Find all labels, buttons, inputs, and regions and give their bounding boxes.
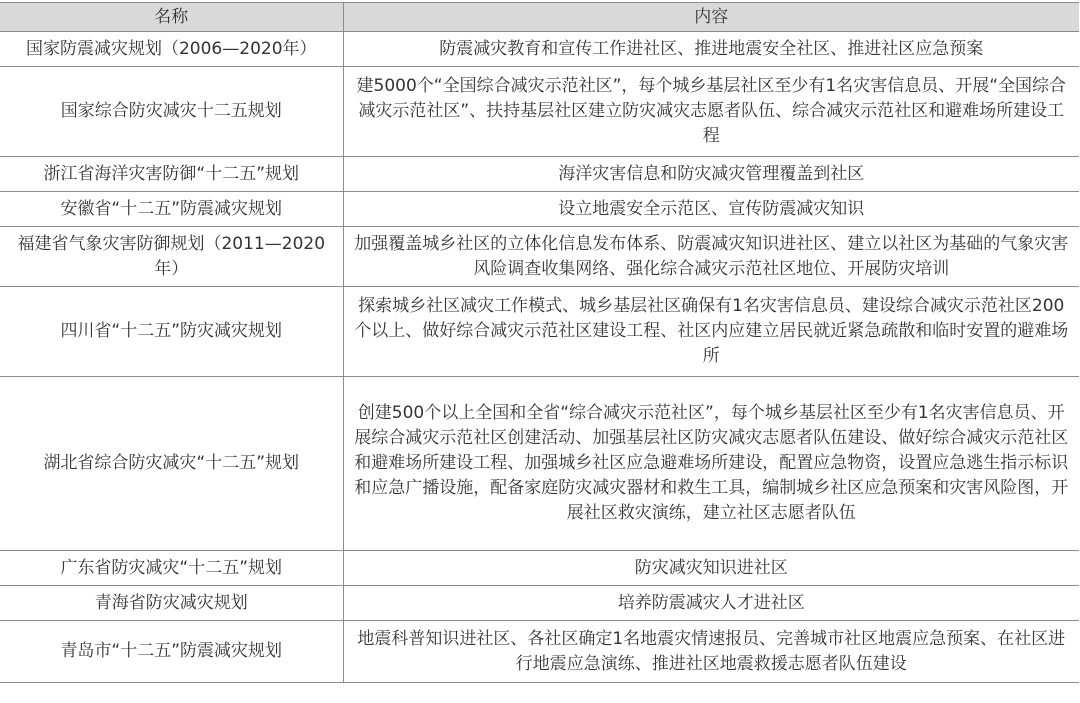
- row-name: 广东省防灾减灾“十二五”规划: [0, 551, 343, 586]
- row-content: 地震科普知识进社区、各社区确定1名地震灾情速报员、完善城市社区地震应急预案、在社区进行地震应急演练、推进社区地震救援志愿者队伍建设: [343, 621, 1079, 683]
- row-content: 加强覆盖城乡社区的立体化信息发布体系、防震减灾知识进社区、建立以社区为基础的气象灾害风险调查收集网络、强化综合减灾示范社区地位、开展防灾培训: [343, 227, 1079, 287]
- row-content: 防灾减灾知识进社区: [343, 551, 1079, 586]
- planning-table: [0, 2, 1079, 683]
- header-name: 名称: [0, 3, 343, 32]
- table-row: [0, 192, 1079, 227]
- row-name: 国家防震减灾规划（2006—2020年）: [0, 32, 343, 67]
- header-content: 内容: [343, 3, 1079, 32]
- row-content: 防震减灾教育和宣传工作进社区、推进地震安全社区、推进社区应急预案: [343, 32, 1079, 67]
- row-name: 青海省防灾减灾规划: [0, 586, 343, 621]
- row-content: 海洋灾害信息和防灾减灾管理覆盖到社区: [343, 157, 1079, 192]
- row-content: 创建500个以上全国和全省“综合减灾示范社区”，每个城乡基层社区至少有1名灾害信息员、开展综合减灾示范社区创建活动、加强基层社区防灾减灾志愿者队伍建设、做好综合减灾示范社区和避难场所建设工程、加强城乡社区应急避难场所建设，配置应急物资，设置应急逃生指示标识和应急广播设施，配备家庭防灾减灾器材和救生工具，编制城乡社区应急预案和灾害风险图，开展社区救灾演练，建立社区志愿者队伍: [343, 377, 1079, 551]
- table-row: [0, 287, 1079, 377]
- header-row: [0, 3, 1079, 32]
- table-row: [0, 586, 1079, 621]
- table-row: [0, 621, 1079, 683]
- row-content: 设立地震安全示范区、宣传防震减灾知识: [343, 192, 1079, 227]
- table-row: [0, 32, 1079, 67]
- table-row: [0, 377, 1079, 551]
- table-row: [0, 551, 1079, 586]
- row-name: 安徽省“十二五”防震减灾规划: [0, 192, 343, 227]
- row-name: 四川省“十二五”防灾减灾规划: [0, 287, 343, 377]
- row-name: 浙江省海洋灾害防御“十二五”规划: [0, 157, 343, 192]
- table-row: [0, 157, 1079, 192]
- row-name: 青岛市“十二五”防震减灾规划: [0, 621, 343, 683]
- table-row: [0, 67, 1079, 157]
- table-row: [0, 227, 1079, 287]
- row-content: 探索城乡社区减灾工作模式、城乡基层社区确保有1名灾害信息员、建设综合减灾示范社区200个以上、做好综合减灾示范社区建设工程、社区内应建立居民就近紧急疏散和临时安置的避难场所: [343, 287, 1079, 377]
- row-content: 建5000个“全国综合减灾示范社区”，每个城乡基层社区至少有1名灾害信息员、开展“全国综合减灾示范社区”、扶持基层社区建立防灾减灾志愿者队伍、综合减灾示范社区和避难场所建设工程: [343, 67, 1079, 157]
- row-name: 国家综合防灾减灾十二五规划: [0, 67, 343, 157]
- row-name: 湖北省综合防灾减灾“十二五”规划: [0, 377, 343, 551]
- row-content: 培养防震减灾人才进社区: [343, 586, 1079, 621]
- row-name: 福建省气象灾害防御规划（2011—2020年）: [0, 227, 343, 287]
